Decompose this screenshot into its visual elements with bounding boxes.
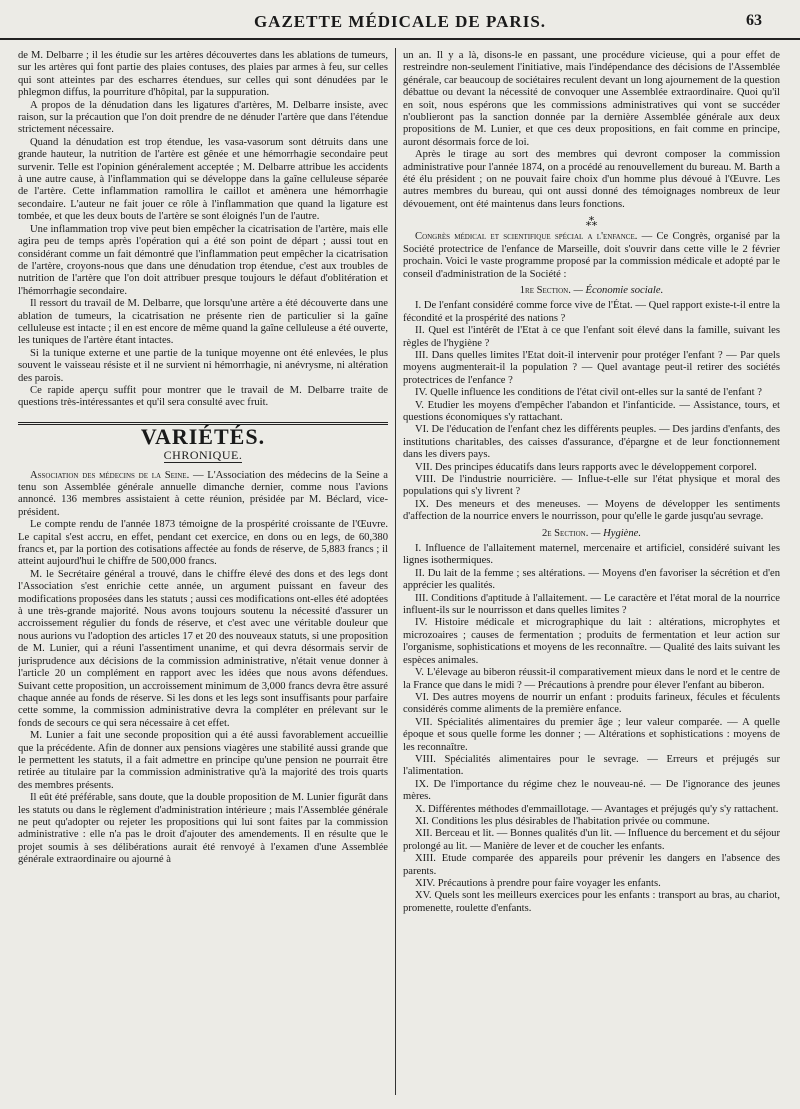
paragraph: A propos de la dénudation dans les ligatures d'artères, M. Delbarre insiste, avec raison, sur la précaution que l'on doit prendre de ne dénuder l'artère que dans l'étendue strictement nécessaire. [18, 99, 388, 136]
paragraph: de M. Delbarre ; il les étudie sur les artères découvertes dans les ablations de tumeurs, sur les artères qui font partie des plaies contuses, des plaies par armes à feu, sur celles qui sont atteintes par des escharres étendues, sur celles qui sont dénudées par le phlegmon diffus, la pourriture d'hôpital, par la suppuration. [18, 50, 388, 99]
page-header [0, 0, 800, 40]
paragraph: Après le tirage au sort des membres qui devront composer la commission administrative pour l'année 1874, on a procédé au renouvellement du bureau. M. Barth a été élu président ; on ne pouvait faire choix d'un homme plus dévoué à l'Œuvre. Les autres membres du bureau, qui ont aussi donné des témoignages nombreux de leur dévouement, ont été maintenus dans leurs fonctions. [403, 149, 780, 210]
program-item: XI. Conditions les plus désirables de l'habitation privée ou commune. [415, 815, 710, 827]
paragraph: M. le Secrétaire général a trouvé, dans le chiffre élevé des dons et des legs dont l'Association s'est enrichie cette année, un argument puissant en faveur des modifications proposées dans les statuts ; aussi ces modifications ont-elles été adoptées à une très-grande majorité. Nous avons toujours soutenu la nécessité d'assurer un accroissement régulier du fonds de réserve, et c'est avec une véritable douleur que nous aurions vu l'adoption des articles 17 et 20 des nouveaux statuts, si une proposition de M. Lunier, qui a réuni l'assentiment unanime, et qui devra désormais servir de jurisprudence aux décisions de la commission administrative, n'était venue donner à l'article 20 un complément en rapport avec les idées que nous avons défendues. Suivant cette proposition, un accroissement minimum de 3,000 francs devra être assuré chaque année au fonds de réserve. Si les dons et les legs sont insuffisants pour parfaire cette somme, la commission administrative devra la compléter en prélevant sur le fonds de secours ce qui sera nécessaire à cet effet. [18, 568, 388, 729]
paragraph: Une inflammation trop vive peut bien empêcher la cicatrisation de l'artère, mais elle agira peu de temps après l'opération qui a été son point de départ ; aussi tout en considérant comme un fait démontré que l'inflammation peut empêcher la cicatrisation de l'artère, croyons-nous que dans une dénudation trop étendue, c'est aux troubles de nutrition de l'artère que l'on doit attribuer presque toujours le défaut d'oblitération et l'hémorrhagie secondaire. [18, 223, 388, 297]
paragraph: Il eût été préférable, sans doute, que la double proposition de M. Lunier figurât dans les statuts ou dans le règlement d'administration intérieure ; mais l'Assemblée générale ne peut qu'adopter ou rejeter les propositions qui lui sont faites par la commission administrative : elle n'a pas le droit d'ajouter des amendements. Il en résulte que le projet soumis à ses délibérations aurait été renvoyé à l'examen d'une Assemblée générale extraordinaire ou ajourné à [18, 792, 388, 866]
program-item: IV. Quelle influence les conditions de l'état civil ont-elles sur la santé de l'enfant ? [415, 387, 762, 399]
program-item: IX. Des meneurs et des meneuses. — Moyens de développer les sentiments d'affection de la nourrice envers le nourrisson, pour qu'elle le garde jusqu'au sevrage. [403, 498, 780, 523]
program-item: VIII. De l'industrie nourricière. — Influe-t-elle sur l'état physique et moral des populations qui s'y livrent ? [403, 474, 780, 498]
section-2-list [403, 543, 780, 915]
program-item: XV. Quels sont les meilleurs exercices pour les enfants : transport au bras, au chariot, promenette, roulette d'enfants. [403, 890, 780, 914]
column-divider [395, 48, 396, 1095]
asterism: ⁂ [585, 215, 598, 230]
program-item: II. Quel est l'intérêt de l'Etat à ce que l'enfant soit élevé dans la famille, suivant les règles de l'hygiène ? [403, 325, 780, 349]
subheading-chronique [18, 449, 388, 461]
program-item: VI. Des autres moyens de nourrir un enfant : produits farineux, fécules et féculents considérés comme aliments de la première enfance. [403, 691, 780, 716]
program-item: I. Influence de l'allaitement maternel, mercenaire et artificiel, considéré suivant les lignes isothermiques. [403, 543, 780, 567]
section-heading-2: 2e Section. — Hygiène. [541, 527, 642, 539]
article-text: — L'Association des médecins de la Seine a tenu son Assemblée générale annuelle dimanche dernier, comme nous l'avions annoncé. 136 membres assistaient à cette réunion, présidée par M. Béclard, vice-président. [18, 469, 388, 518]
program-item: III. Conditions d'aptitude à l'allaitement. — Le caractère et l'état moral de la nourrice influent-ils sur le nourrisson et dans quelles limites ? [403, 592, 780, 617]
left-column [18, 50, 388, 1093]
program-item: III. Dans quelles limites l'Etat doit-il intervenir pour protéger l'enfant ? — Par quels moyens augmenterait-il la population ? — Quel avantage peut-il retirer des sociétés protectrices de l'enfance ? [403, 349, 780, 386]
program-item: VII. Des principes éducatifs dans leurs rapports avec le développement corporel. [415, 461, 757, 473]
paragraph: Le compte rendu de l'année 1873 témoigne de la prospérité croissante de l'Œuvre. Le capital s'est accru, en effet, pendant cet exercice, en dons ou en legs, de 60,380 francs et, par la portion des cotisations affectée au fonds de réserve, de 5,883 francs ; il atteint aujourd'hui le chiffre de 500,000 francs. [18, 519, 388, 568]
article-text: — Ce Congrès, organisé par la Société protectrice de l'enfance de Marseille, doit s'ouvrir dans cette ville le 2 février prochain. Voici le vaste programme proposé par la commission médicale et adopté par le conseil d'administration de la Société : [403, 231, 780, 280]
section-1-list [403, 300, 780, 523]
program-item: V. L'élevage au biberon réussit-il comparativement mieux dans le nord et le centre de la France que dans le midi ? — Précautions à prendre pour élever l'enfant au biberon. [403, 667, 780, 691]
program-item: VII. Spécialités alimentaires du premier âge ; leur valeur comparée. — A quelle époque et sous quelle forme les donner ; — Altérations et sophistications : moyens de les reconnaître. [403, 716, 780, 753]
program-item: VIII. Spécialités alimentaires pour le sevrage. — Erreurs et préjugés sur l'alimentation. [403, 753, 780, 778]
program-item: VI. De l'éducation de l'enfant chez les différents peuples. — Des jardins d'enfants, des institutions charitables, des caisses d'assurance, d'épargne et de leur fonctionnement dans les divers pays. [403, 424, 780, 461]
section-heading-varietes: VARIÉTÉS. [18, 422, 388, 443]
paragraph: un an. Il y a là, disons-le en passant, une procédure vicieuse, qui a pour effet de restreindre non-seulement l'initiative, mais l'indépendance des décisions de l'Assemblée générale, car beaucoup de sociétaires reculent devant un long ajournement de la question débattue ou devant la nécessité de convoquer une Assemblée extraordinaire. Quoi qu'il en soit, nous espérons que les commissions administratives qui vont se succéder n'oublieront pas la sanction donnée par la dernière Assemblée générale aux deux propositions de M. Lunier, et que ces deux propositions, en fait comme en principe, auront désormais force de loi. [403, 50, 780, 148]
paragraph: Il ressort du travail de M. Delbarre, que lorsqu'une artère a été découverte dans une ablation de tumeurs, la cicatrisation ne présente rien de particulier si la gaîne celluleuse est intacte ; il en est encore de même quand la gaîne celluleuse a été ouverte, les tuniques de l'artère étant intactes. [18, 298, 388, 347]
right-column [403, 50, 780, 1093]
program-item: XIII. Etude comparée des appareils pour prévenir les dangers en l'absence des parents. [403, 853, 780, 877]
paragraph: Si la tunique externe et une partie de la tunique moyenne ont été enlevées, le plus souvent le vaisseau résiste et il ne survient ni hémorrhagie, ni anévrysme, ni altération des parois. [18, 347, 388, 384]
article-lead: Congrès médical et scientifique spécial a l'enfance. [415, 231, 638, 243]
article-lead: Association des médecins de la Seine. [30, 469, 190, 481]
paragraph [18, 470, 388, 520]
program-item: V. Etudier les moyens d'empêcher l'abandon et l'infanticide. — Assistance, tours, et questions économiques s'y rattachant. [403, 399, 780, 423]
paragraph [403, 231, 780, 281]
paragraph: Ce rapide aperçu suffit pour montrer que le travail de M. Delbarre traite de questions très-intéressantes et qu'il sera consulté avec fruit. [18, 384, 388, 409]
chronique-label: CHRONIQUE. [163, 448, 243, 463]
page-number: 63 [746, 12, 762, 29]
program-item: II. Du lait de la femme ; ses altérations. — Moyens d'en favoriser la sécrétion et d'en apprécier les qualités. [403, 567, 780, 592]
program-item: XIV. Précautions à prendre pour faire voyager les enfants. [415, 878, 661, 889]
paragraph: M. Lunier a fait une seconde proposition qui a été aussi favorablement accueillie que la précédente. Afin de donner aux pensions viagères une stabilité aussi grande que le permettent les statuts, il a fait admettre en principe qu'une pension ne pourrait être retirée au titulaire par la commission administrative qu'à la majorité des trois quarts des membres présents. [18, 730, 388, 791]
journal-title: GAZETTE MÉDICALE DE PARIS. [253, 12, 547, 31]
program-item: X. Différentes méthodes d'emmaillotage. — Avantages et préjugés qu'y s'y rattachent. [415, 803, 779, 815]
program-item: IV. Histoire médicale et micrographique du lait : altérations, microphytes et microzoaires ; causes de fermentation ; produits de fermentation et leur action sur l'organisme, sophistications et moyens de les reconnaître. — Qualité des laits suivant les espèces animales. [403, 617, 780, 666]
program-item: I. De l'enfant considéré comme force vive de l'État. — Quel rapport existe-t-il entre la fécondité et la prospérité des nations ? [403, 300, 780, 324]
section-heading-1: 1re Section. — Économie sociale. [519, 284, 664, 296]
program-item: XII. Berceau et lit. — Bonnes qualités d'un lit. — Influence du bercement et du séjour prolongé au lit. — Manière de lever et de coucher les enfants. [403, 828, 780, 852]
paragraph: Quand la dénudation est trop étendue, les vasa-vasorum sont détruits dans une grande hauteur, la nutrition de l'artère est gênée et une hémorrhagie secondaire peut survenir. Telle est l'opinion généralement acceptée ; M. Delbarre attribue les accidents à une autre cause, à l'inflammation qui se développe dans la gaîne celluleuse séparée de l'artère. Cette inflammation ramollira le caillot et amènera une hémorrhagie secondaire. L'auteur ne fait jouer ce rôle à l'inflammation que quand la ligature est tombée, et que les deux bouts de l'artère se sont éloignés l'un de l'autre. [18, 136, 388, 223]
program-item: IX. De l'importance du régime chez le nouveau-né. — De l'ignorance des jeunes mères. [403, 778, 780, 803]
